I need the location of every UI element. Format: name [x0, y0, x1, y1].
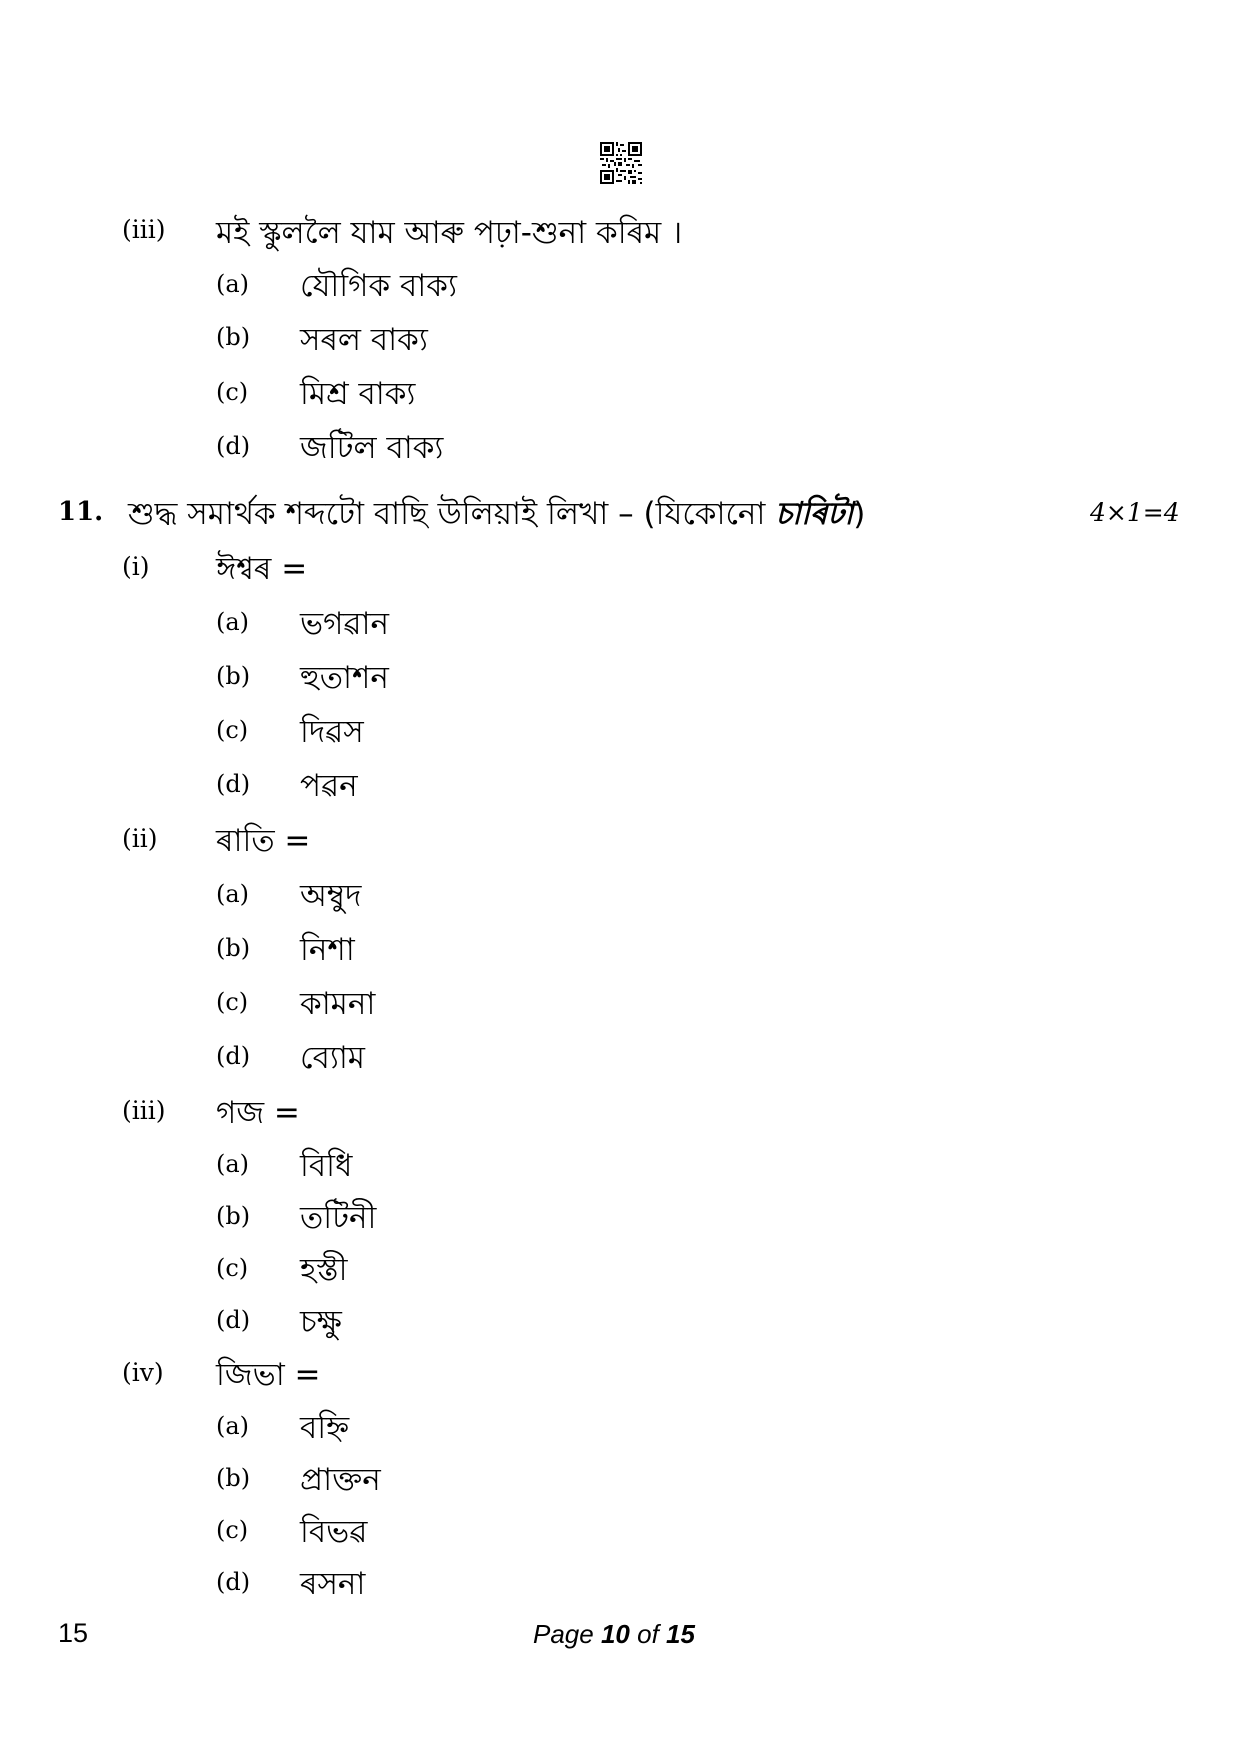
q11-iv-option-b-label: (b): [216, 1464, 251, 1492]
q11-part-iii-label: (iii): [122, 1096, 166, 1125]
q11-i-option-a-text: ভগৱান: [300, 606, 390, 642]
q11-iii-option-c-label: (c): [216, 1254, 249, 1282]
q11-part-ii-label: (ii): [122, 824, 158, 853]
page-current: 10: [600, 1619, 630, 1649]
q11-instruction: [128, 490, 865, 542]
q10-option-b-text: সৰল বাক্য: [300, 322, 428, 358]
q11-part-iv-word: জিভা =: [216, 1357, 321, 1393]
q11-i-option-d-text: পৱন: [300, 768, 358, 804]
q11-iii-option-d-label: (d): [216, 1306, 251, 1334]
q11-iv-option-d-label: (d): [216, 1568, 251, 1596]
q11-iii-option-c-text: হস্তী: [300, 1252, 348, 1288]
q11-iii-option-b-text: তটিনী: [300, 1200, 377, 1236]
q11-iii-option-a-label: (a): [216, 1150, 250, 1178]
q11-ii-option-d-text: ব্যোম: [300, 1040, 366, 1076]
page-word: Page: [533, 1619, 594, 1649]
q11-ii-option-a-label: (a): [216, 880, 250, 908]
q11-part-iv-label: (iv): [122, 1358, 164, 1387]
q11-iv-option-c-label: (c): [216, 1516, 249, 1544]
q11-i-option-a-label: (a): [216, 608, 250, 636]
q11-ii-option-c-label: (c): [216, 988, 249, 1016]
q10-part-iii-label: (iii): [122, 215, 166, 244]
q11-ii-option-b-label: (b): [216, 934, 251, 962]
q11-instruction-emphasis: চাৰিটা: [775, 496, 854, 532]
q11-iv-option-d-text: ৰসনা: [300, 1566, 366, 1602]
q11-i-option-b-label: (b): [216, 662, 251, 690]
q11-iv-option-a-label: (a): [216, 1412, 250, 1440]
qr-code: [600, 142, 642, 184]
q11-part-i-word: ঈশ্বৰ =: [216, 551, 308, 587]
q11-ii-option-c-text: কামনা: [300, 986, 376, 1022]
q11-iv-option-c-text: বিভৱ: [300, 1514, 368, 1550]
q11-iii-option-b-label: (b): [216, 1202, 251, 1230]
q10-option-a-text: যৌগিক বাক্য: [300, 268, 457, 304]
q10-option-a-label: (a): [216, 270, 250, 298]
q11-part-i-label: (i): [122, 552, 150, 581]
q10-option-b-label: (b): [216, 323, 251, 351]
q11-number: 11.: [58, 497, 104, 527]
q11-iii-option-d-text: চক্ষু: [300, 1304, 342, 1340]
q11-marks: 4×1=4: [1090, 498, 1180, 527]
page-total: 15: [666, 1619, 695, 1649]
q10-option-c-label: (c): [216, 378, 249, 406]
q11-ii-option-a-text: অম্বুদ: [300, 878, 362, 914]
footer-code: 15: [58, 1618, 89, 1648]
q11-instruction-end: ): [853, 496, 866, 532]
q11-ii-option-b-text: নিশা: [300, 932, 355, 968]
q11-part-iii-word: গজ =: [216, 1095, 300, 1131]
q10-part-iii-text: মই স্কুললৈ যাম আৰু পঢ়া-শুনা কৰিম ।: [216, 215, 683, 251]
q11-iv-option-b-text: প্ৰাক্তন: [300, 1462, 381, 1498]
q11-iii-option-a-text: বিধি: [300, 1148, 353, 1184]
q11-ii-option-d-label: (d): [216, 1042, 251, 1070]
q11-part-ii-word: ৰাতি =: [216, 823, 311, 859]
q11-i-option-c-label: (c): [216, 716, 249, 744]
q11-instruction-text: শুদ্ধ সমাৰ্থক শব্দটো বাছি উলিয়াই লিখা – (যিকোনো: [128, 496, 776, 532]
q11-iv-option-a-text: বহ্নি: [300, 1410, 350, 1446]
q11-i-option-b-text: হুতাশন: [300, 660, 389, 696]
page-of: of: [637, 1619, 659, 1649]
q10-option-c-text: মিশ্ৰ বাক্য: [300, 376, 416, 412]
q11-i-option-c-text: দিৱস: [300, 714, 364, 750]
q10-option-d-label: (d): [216, 432, 251, 460]
q11-i-option-d-label: (d): [216, 770, 251, 798]
page-number: [533, 1619, 695, 1650]
q10-option-d-text: জটিল বাক্য: [300, 430, 444, 466]
